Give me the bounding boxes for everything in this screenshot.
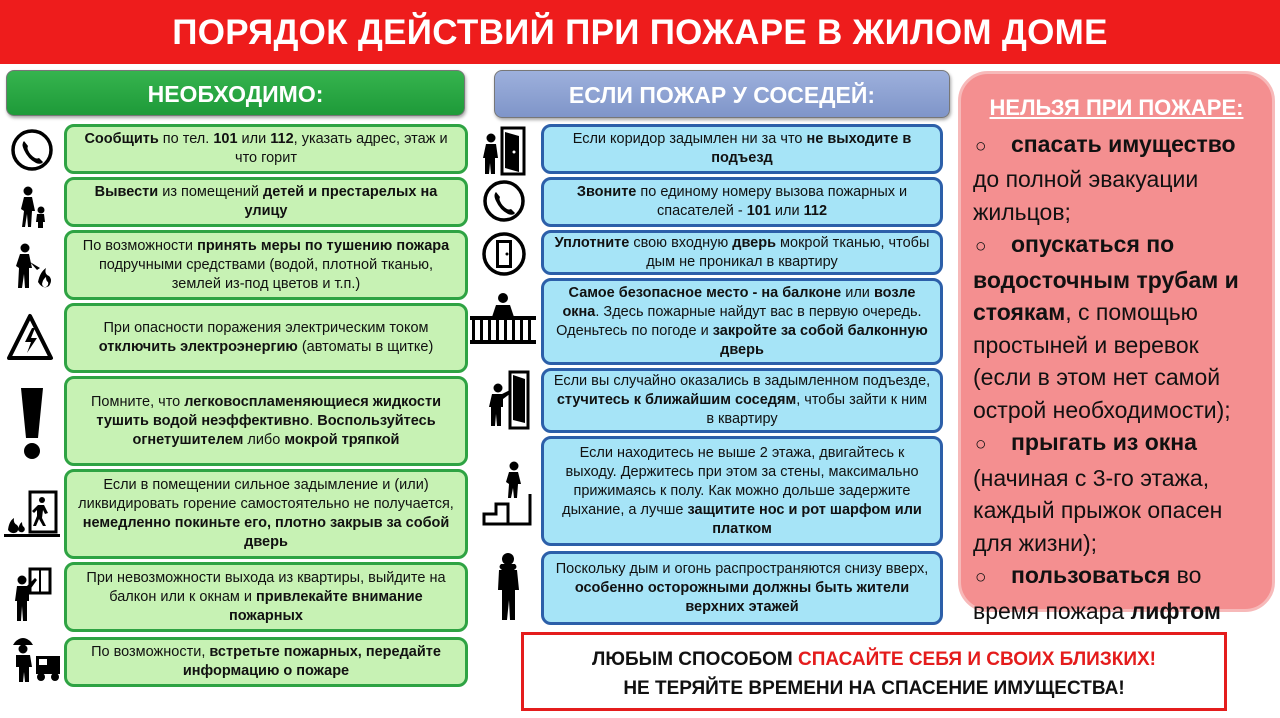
page-title: ПОРЯДОК ДЕЙСТВИЙ ПРИ ПОЖАРЕ В ЖИЛОМ ДОМЕ bbox=[0, 0, 1280, 64]
forbidden-header: НЕЛЬЗЯ ПРИ ПОЖАРЕ: bbox=[989, 95, 1244, 120]
necessary-item: По возможности, встретьте пожарных, передайте информацию о пожаре bbox=[64, 637, 468, 687]
forbidden-item: ○ пользоваться во время пожара лифтом bbox=[973, 562, 1221, 624]
neighbors-header: ЕСЛИ ПОЖАР У СОСЕДЕЙ: bbox=[494, 70, 950, 118]
necessary-item: При невозможности выхода из квартиры, выйдите на балкон или к окнам и привлекайте внимание пожарных bbox=[64, 562, 468, 632]
door-icon bbox=[480, 226, 528, 286]
phone-icon bbox=[8, 124, 56, 184]
forbidden-panel bbox=[958, 71, 1275, 624]
neighbors-item: Уплотните свою входную дверь мокрой тканью, чтобы дым не проникал в квартиру bbox=[541, 230, 943, 275]
forbidden-item: ○ спасать имущество до полной эвакуации жильцов; bbox=[973, 130, 1236, 225]
person-on-balcony-icon bbox=[468, 290, 538, 346]
neighbors-item: Если коридор задымлен ни за что не выходите в подъезд bbox=[541, 124, 943, 174]
necessary-item: Помните, что легковоспламеняющиеся жидкости тушить водой неэффективно. Воспользуйтесь огнетушителем либо мокрой тряпкой bbox=[64, 376, 468, 466]
neighbors-item: Если вы случайно оказались в задымленном подъезде, стучитесь к ближайшим соседям, чтобы зайти к ним в квартиру bbox=[541, 368, 943, 433]
necessary-item: По возможности принять меры по тушению пожара подручными средствами (водой, плотной тканью, землей из-под цветов и т.п.) bbox=[64, 230, 468, 300]
adult-with-child-icon bbox=[8, 177, 56, 237]
bottom-warning: ЛЮБЫМ СПОСОБОМ СПАСАЙТЕ СЕБЯ И СВОИХ БЛИЗКИХ! НЕ ТЕРЯЙТЕ ВРЕМЕНИ НА СПАСЕНИЕ ИМУЩЕСТВА! bbox=[521, 632, 1227, 711]
fire-exit-icon bbox=[4, 484, 60, 544]
person-on-stairs-icon bbox=[482, 458, 532, 526]
electric-hazard-icon bbox=[6, 308, 54, 368]
person-knocking-door-icon bbox=[484, 368, 532, 432]
necessary-item: При опасности поражения электрическим током отключить электроэнергию (автоматы в щитке) bbox=[64, 303, 468, 373]
firefighter-icon bbox=[6, 634, 62, 684]
neighbors-item: Самое безопасное место - на балконе или возле окна. Здесь пожарные найдут вас в первую очередь. Оденьтесь по погоде и закройте за собой балконную дверь bbox=[541, 278, 943, 365]
exclamation-icon bbox=[8, 384, 56, 462]
neighbors-item: Звоните по единому номеру вызова пожарных и спасателей - 101 или 112 bbox=[541, 177, 943, 227]
neighbors-item: Если находитесь не выше 2 этажа, двигайтесь к выходу. Держитесь при этом за стены, максимально прижимаясь к полу. Как можно дольше задержите дыхание, а лучше защитите нос и рот шарфом или платком bbox=[541, 436, 943, 546]
necessary-item: Если в помещении сильное задымление и (или) ликвидировать горение самостоятельно не получается, немедленно покиньте его, плотно закрыв за собой дверь bbox=[64, 469, 468, 559]
person-covering-face-icon bbox=[484, 550, 532, 622]
neighbors-item: Поскольку дым и огонь распространяются снизу вверх, особенно осторожными должны быть жители верхних этажей bbox=[541, 551, 943, 625]
forbidden-item: ○ прыгать из окна (начиная с 3-го этажа, каждый прыжок опасен для жизни); bbox=[973, 429, 1223, 556]
person-at-window-icon bbox=[8, 566, 56, 626]
necessary-item: Вывести из помещений детей и престарелых на улицу bbox=[64, 177, 468, 227]
necessary-item: Сообщить по тел. 101 или 112, указать адрес, этаж и что горит bbox=[64, 124, 468, 174]
necessary-header: НЕОБХОДИМО: bbox=[6, 70, 465, 116]
forbidden-item: ○ опускаться по водосточным трубам и стоякам, с помощью простыней и веревок (если в этом нет самой острой необходимости); bbox=[973, 231, 1239, 423]
person-extinguishing-fire-icon bbox=[8, 238, 56, 298]
